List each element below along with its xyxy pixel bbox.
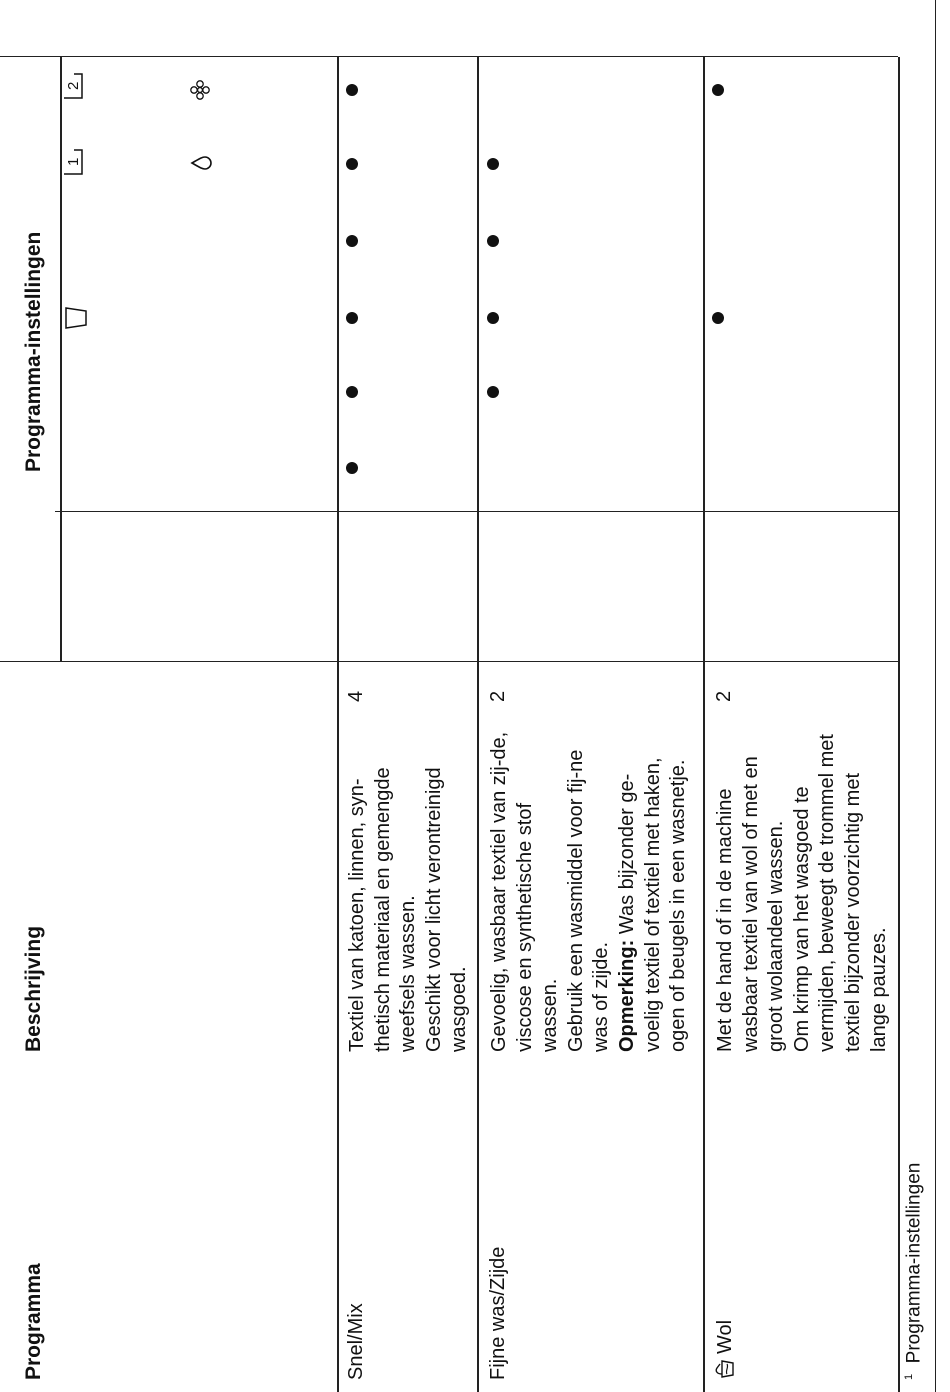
- setting-dot: [487, 386, 499, 398]
- setting-dot: [346, 462, 358, 474]
- setting-dot: [346, 84, 358, 96]
- setting-dot: [712, 312, 724, 324]
- setting-dot: [346, 235, 358, 247]
- setting-dot: [346, 158, 358, 170]
- program-name-wol: [713, 1320, 737, 1380]
- note-text: Was bijzonder ge-voelig textiel of textiel met haken, ogen of beugels in een wasnetje.: [615, 757, 690, 1052]
- setting-dot: [487, 158, 499, 170]
- flower-icon: [189, 79, 211, 101]
- header-programma-instellingen: Programma-instellingen: [22, 231, 45, 472]
- description-note: [615, 727, 692, 1052]
- footnote-line: [935, 0, 936, 1392]
- row-divider-2: [477, 57, 479, 1392]
- compartment-1-label: 1: [65, 157, 82, 166]
- setting-dot: [712, 84, 724, 96]
- setting-dot: [346, 312, 358, 324]
- program-description-snel-mix: [345, 727, 473, 1052]
- prewash-tub-icon: [62, 306, 88, 330]
- program-value-fijne-was-zijde: 2: [487, 690, 509, 702]
- description-line: Textiel van katoen, linnen, syn-thetisch materiaal en gemengde weefsels wassen.: [346, 767, 420, 1052]
- description-line: Gebruik een wasmiddel voor fij-ne was of zijde.: [564, 749, 613, 1052]
- setting-dot: [487, 312, 499, 324]
- description-line: Om krimp van het wasgoed te vermijden, beweegt de trommel met textiel bijzonder voorzichtig met lange pauzes.: [790, 734, 890, 1052]
- note-label: Opmerking:: [615, 939, 638, 1052]
- drop-icon: [190, 153, 212, 173]
- table-bottom-line: [898, 57, 900, 1392]
- description-line: Gevoelig, wasbaar textiel van zij-de, viscose en synthetische stof wassen.: [488, 731, 562, 1052]
- compartment-2-label: 2: [65, 81, 82, 90]
- setting-dot: [487, 235, 499, 247]
- compartment-1-icon: [62, 148, 88, 176]
- row-divider-3: [703, 57, 705, 1392]
- footnote: [903, 1163, 925, 1380]
- footnote-text: Programma-instellingen: [903, 1162, 925, 1364]
- header-divider: [0, 661, 898, 662]
- right-edge-line: [0, 56, 898, 57]
- program-name-fijne-was-zijde: Fijne was/Zijde: [487, 1246, 509, 1380]
- program-name-snel-mix: Snel/Mix: [345, 1303, 367, 1380]
- description-line: Met de hand of in de machine wasbaar textiel van wol of met en groot wolaandeel wassen.: [714, 756, 788, 1052]
- setting-dot: [346, 386, 358, 398]
- hand-wash-icon: [713, 1358, 735, 1380]
- compartment-2-icon: [62, 72, 88, 100]
- program-description-fijne-was-zijde: [487, 727, 692, 1052]
- footnote-marker: 1: [903, 1373, 915, 1380]
- program-value-wol: 2: [713, 690, 735, 702]
- row-divider-1: [337, 57, 339, 1392]
- program-name-wol-label: Wol: [714, 1319, 736, 1354]
- program-value-snel-mix: 4: [345, 690, 367, 702]
- program-description-wol: [713, 727, 892, 1052]
- header-programma: Programma: [22, 1263, 45, 1380]
- description-line: Geschikt voor licht verontreinigd wasgoed.: [422, 767, 471, 1052]
- header-beschrijving: Beschrijving: [22, 925, 45, 1052]
